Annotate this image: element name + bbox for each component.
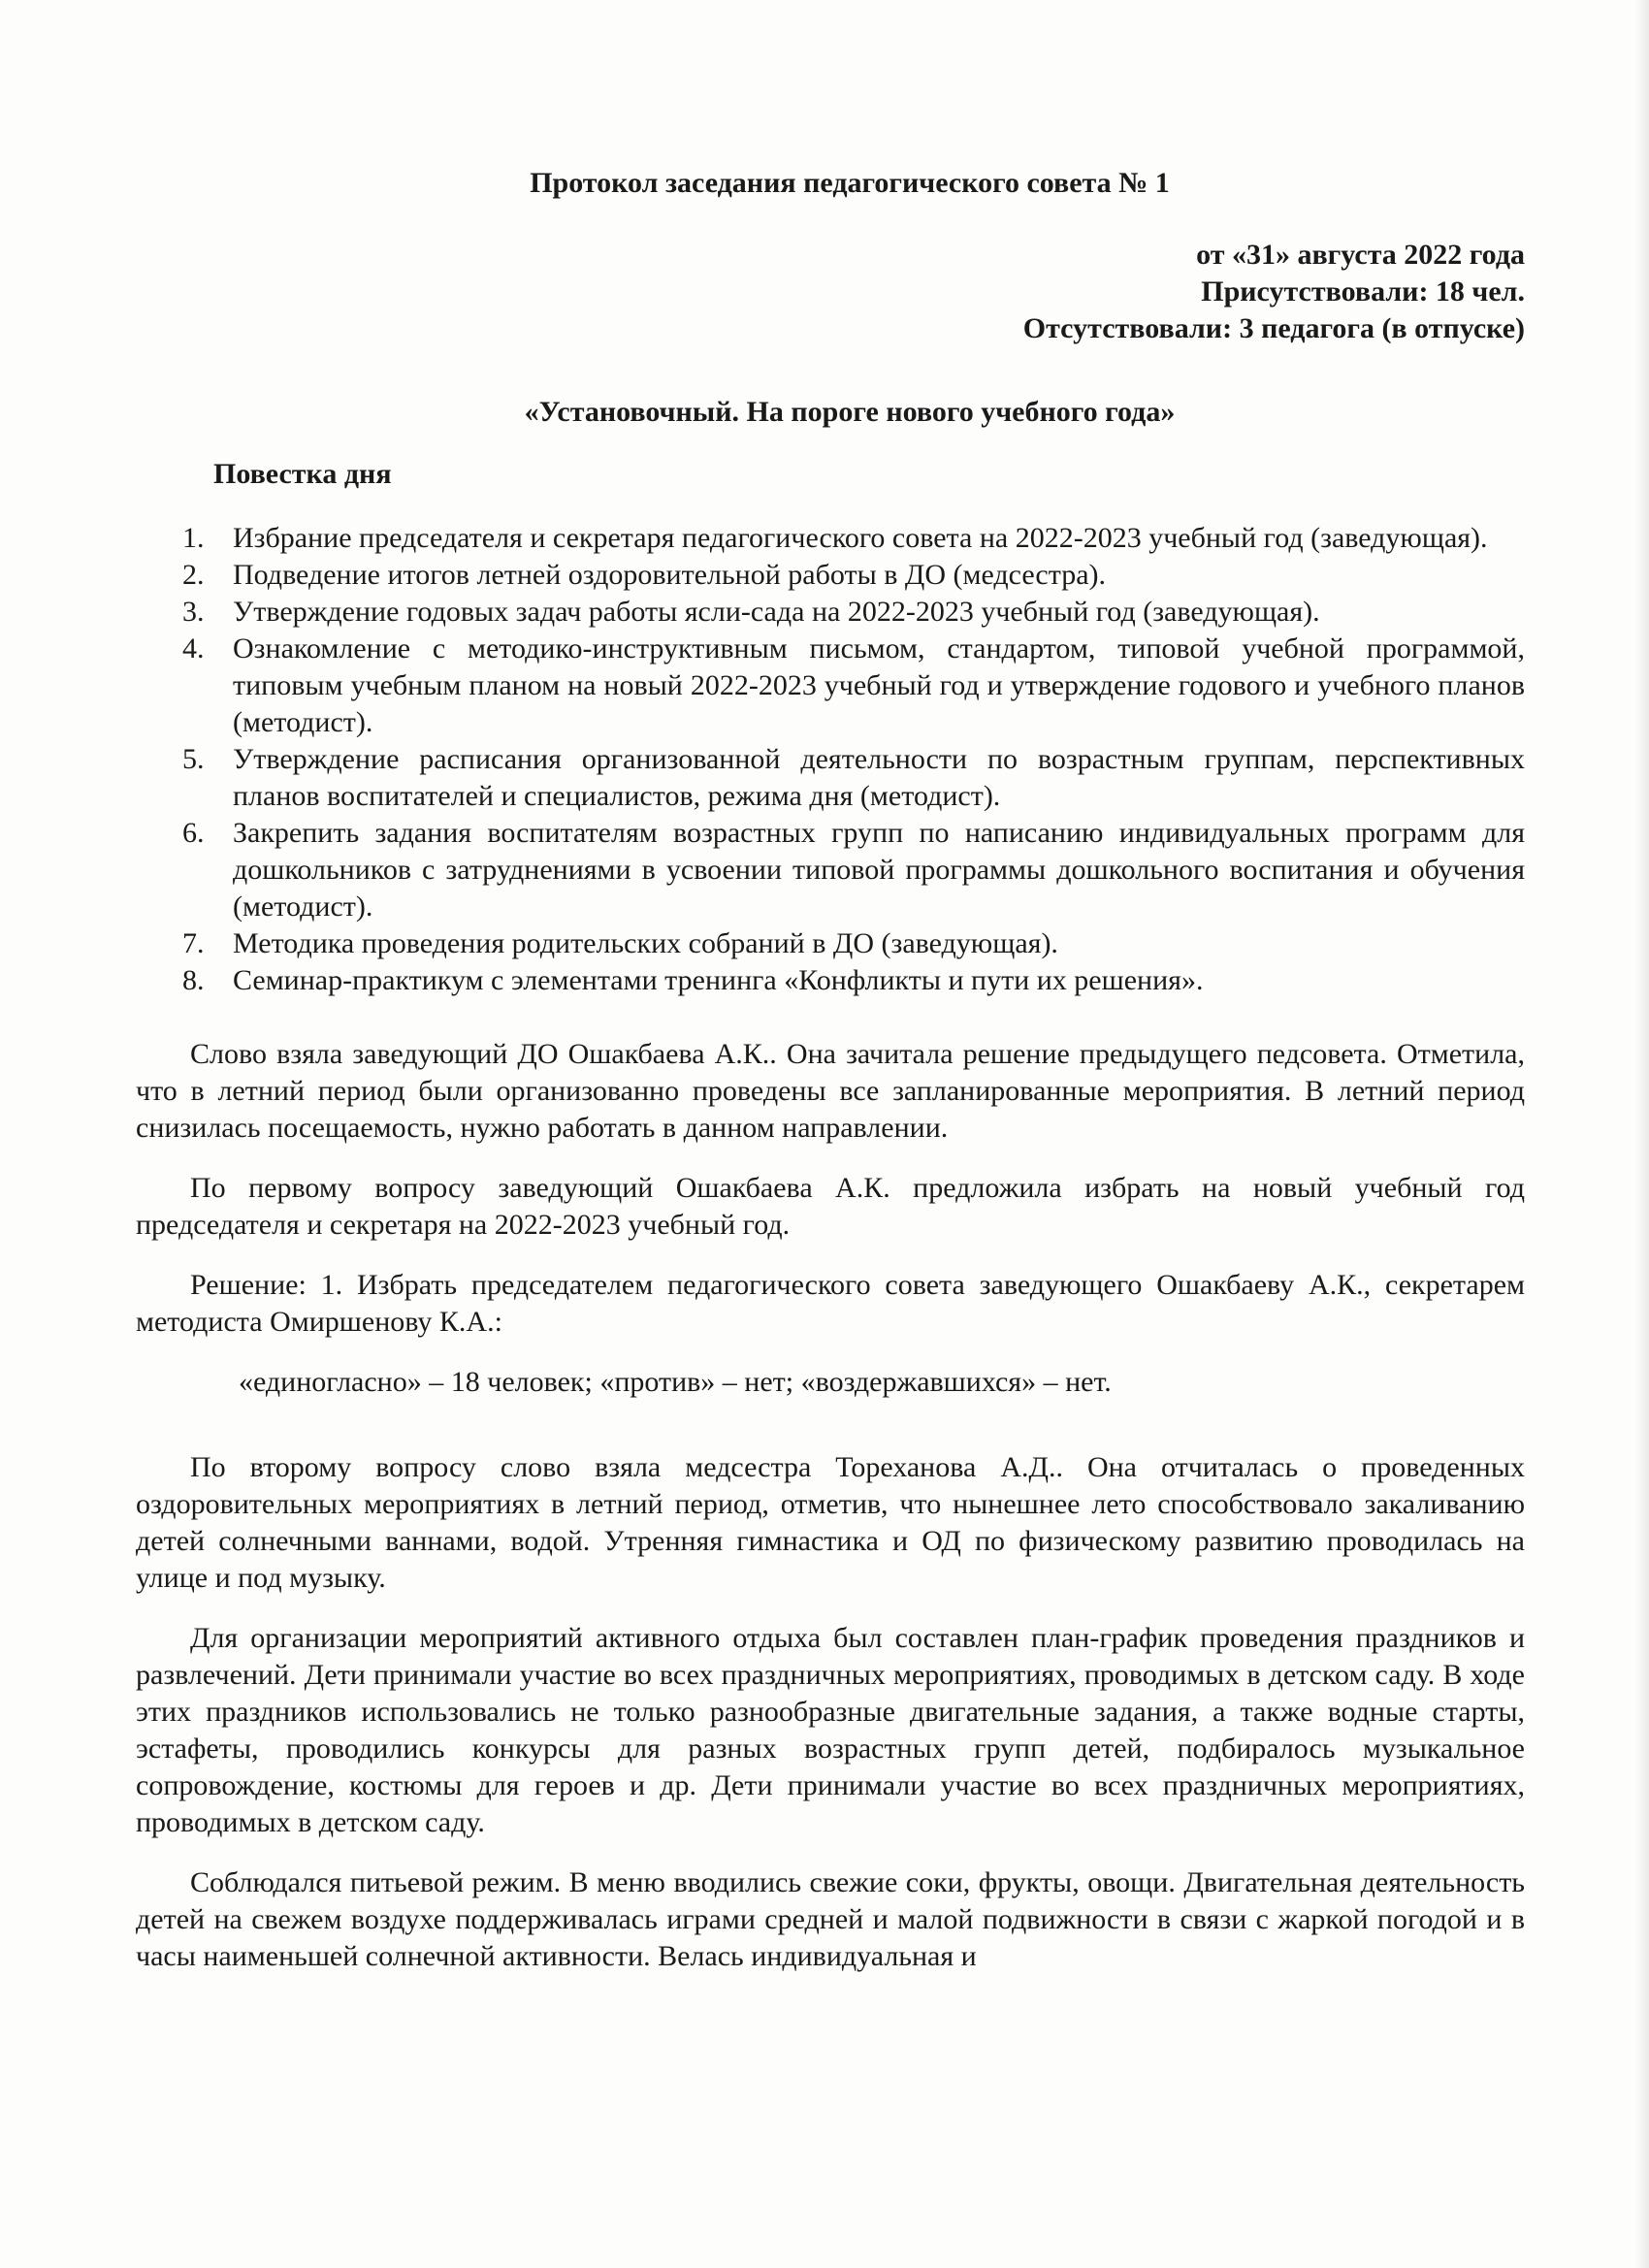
- agenda-item-text: Методика проведения родительских собраний в ДО (заведующая).: [233, 927, 1058, 959]
- agenda-item-number: 6.: [182, 817, 205, 849]
- agenda-item-number: 8.: [182, 964, 205, 996]
- agenda-heading: Повестка дня: [213, 458, 392, 490]
- agenda-item: [136, 741, 1525, 815]
- document-title: Протокол заседания педагогического совета № 1: [530, 167, 1170, 199]
- agenda-item: [136, 815, 1525, 925]
- agenda-item-number: 1.: [182, 522, 205, 554]
- paragraph-second-question: По второму вопросу слово взяла медсестра Тореханова А.Д.. Она отчиталась о проведенных оздоровительных мероприятиях в летний период, отметив, что нынешнее лето способствовало закаливанию детей солнечными ваннами, водой. Утренняя гимнастика и ОД по физическому развитию проводилась на улице и под музыку.: [136, 1451, 1525, 1594]
- paragraph-opening-remarks: Слово взяла заведующий ДО Ошакбаева А.К.. Она зачитала решение предыдущего педсовета. Отметила, что в летний период были организованно проведены все запланированные мероприятия. В летний период снизилась посещаемость, нужно работать в данном направлении.: [136, 1038, 1525, 1144]
- page-edge-shadow: [1635, 0, 1649, 2268]
- paragraph-decision: Решение: 1. Избрать председателем педагогического совета заведующего Ошакбаеву А.К., секретарем методиста Омиршенову К.А.:: [136, 1269, 1525, 1338]
- agenda-item-number: 2.: [182, 559, 205, 591]
- agenda-item: [136, 925, 1525, 962]
- agenda-item-text: Семинар-практикум с элементами тренинга «Конфликты и пути их решения».: [233, 964, 1204, 996]
- agenda-item: [136, 520, 1525, 557]
- attendance-present: Присутствовали: 18 чел.: [1201, 275, 1525, 308]
- document-content: [136, 165, 1525, 1975]
- attendance-absent: Отсутствовали: 3 педагога (в отпуске): [1022, 312, 1525, 344]
- vote-result: «единогласно» – 18 человек; «против» – нет; «воздержавшихся» – нет.: [239, 1366, 1112, 1398]
- agenda-item: [136, 631, 1525, 741]
- meeting-subtitle: «Установочный. На пороге нового учебного года»: [524, 396, 1176, 428]
- agenda-item-number: 7.: [182, 927, 205, 959]
- agenda-item: [136, 962, 1525, 999]
- agenda-item: [136, 557, 1525, 594]
- paragraph-first-question: По первому вопросу заведующий Ошакбаева А.К. предложила избрать на новый учебный год председателя и секретаря на 2022-2023 учебный год.: [136, 1172, 1525, 1241]
- agenda-list: [136, 520, 1525, 999]
- agenda-item-text: Ознакомление с методико-инструктивным письмом, стандартом, типовой учебной программой, типовым учебным планом на новый 2022-2023 учебный год и утверждение годового и учебного планов (методист).: [233, 632, 1525, 738]
- agenda-item-text: Избрание председателя и секретаря педагогического совета на 2022-2023 учебный год (заведующая).: [233, 522, 1488, 554]
- document-meta: [136, 237, 1525, 347]
- agenda-item: [136, 594, 1525, 631]
- agenda-item-text: Подведение итогов летней оздоровительной работы в ДО (медсестра).: [233, 559, 1107, 591]
- paragraph-drinking-regime: Соблюдался питьевой режим. В меню вводились свежие соки, фрукты, овощи. Двигательная деятельность детей на свежем воздухе поддерживалась играми средней и малой подвижности в связи с жаркой погодой и в часы наименьшей солнечной активности. Велась индивидуальная и: [136, 1866, 1525, 1972]
- agenda-item-number: 5.: [182, 743, 205, 775]
- agenda-item-text: Закрепить задания воспитателям возрастных групп по написанию индивидуальных программ для дошкольников с затруднениями в усвоении типовой программы дошкольного воспитания и обучения (методист).: [233, 817, 1525, 923]
- agenda-item-text: Утверждение расписания организованной деятельности по возрастным группам, перспективных планов воспитателей и специалистов, режима дня (методист).: [233, 743, 1525, 812]
- agenda-item-number: 3.: [182, 596, 205, 628]
- meeting-date: от «31» августа 2022 года: [1196, 239, 1525, 271]
- agenda-item-number: 4.: [182, 632, 205, 664]
- paragraph-active-rest: Для организации мероприятий активного отдыха был составлен план-график проведения праздников и развлечений. Дети принимали участие во всех праздничных мероприятиях, проводимых в детском саду. В ходе этих праздников использовались не только разнообразные двигательные задания, а также водные старты, эстафеты, проводились конкурсы для разных возрастных групп детей, подбиралось музыкальное сопровождение, костюмы для героев и др. Дети принимали участие во всех праздничных мероприятиях, проводимых в детском саду.: [136, 1622, 1525, 1838]
- agenda-item-text: Утверждение годовых задач работы ясли-сада на 2022-2023 учебный год (заведующая).: [233, 596, 1320, 628]
